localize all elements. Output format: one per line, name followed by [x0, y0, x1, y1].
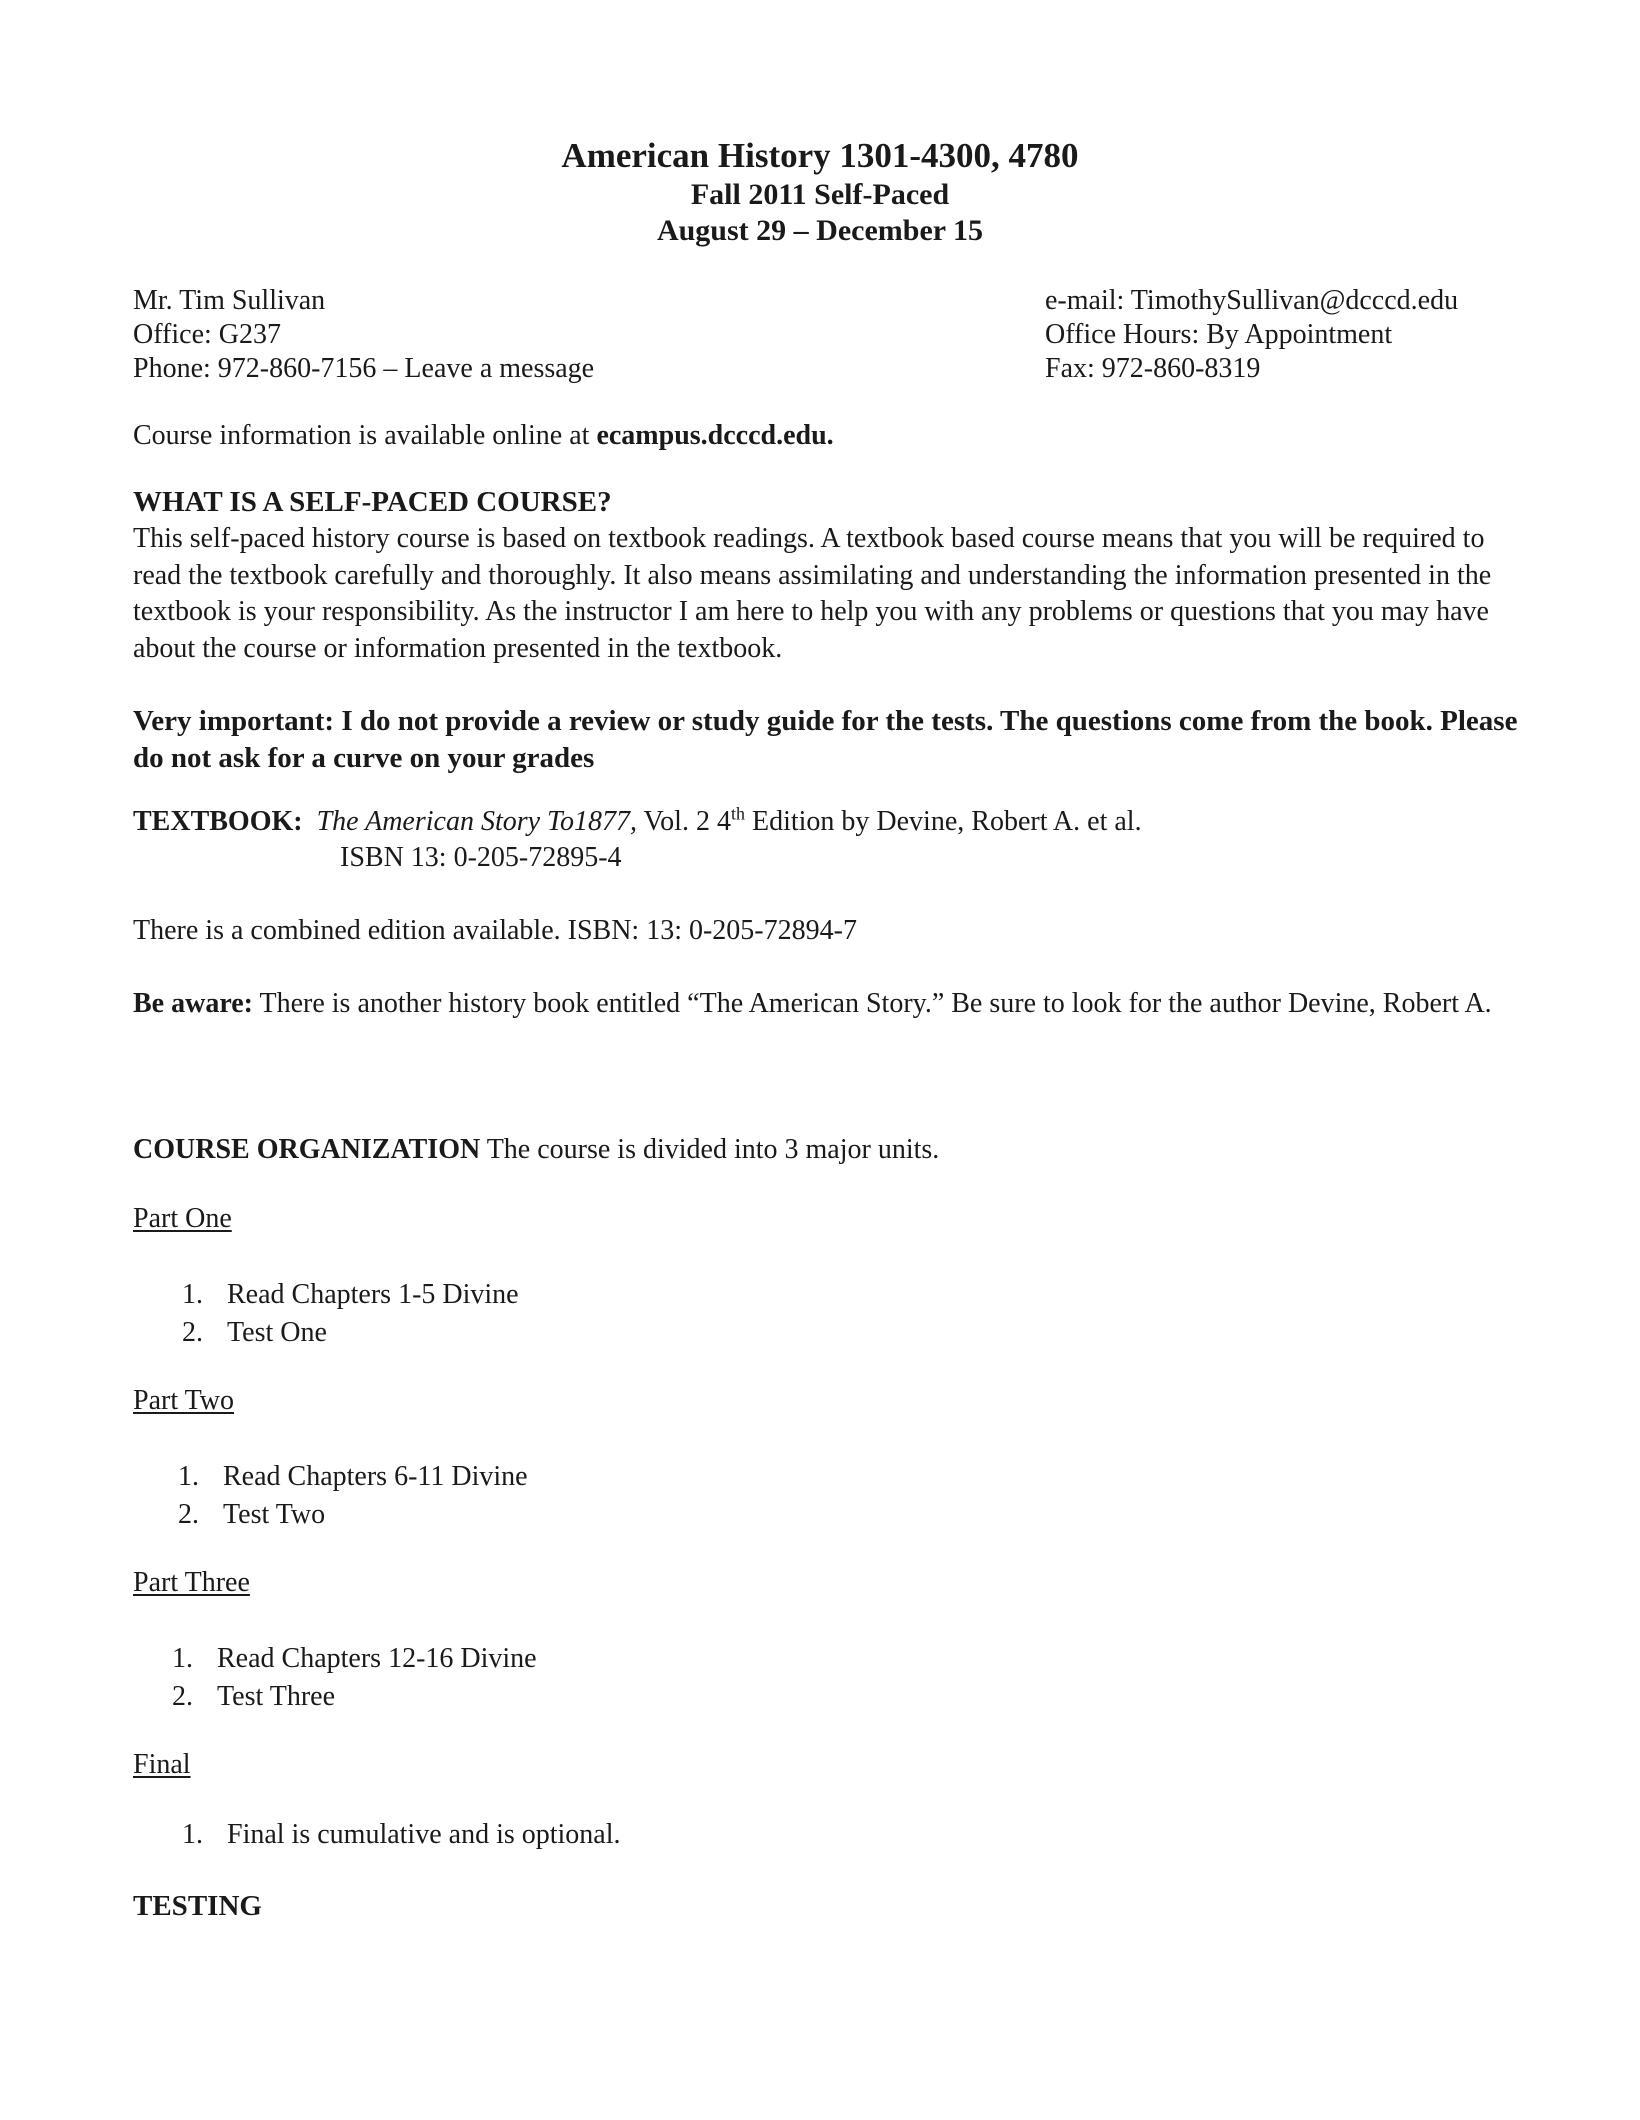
textbook-label: TEXTBOOK: [133, 806, 303, 837]
office-location: Office: G237 [133, 319, 281, 350]
textbook-title: The American Story To1877, [316, 806, 638, 837]
textbook-isbn: ISBN 13: 0-205-72895-4 [340, 842, 622, 873]
list-item: 1. Read Chapters 6-11 Divine [178, 1461, 528, 1492]
textbook-edition: Edition by Devine, Robert A. et al. [744, 806, 1142, 837]
organization-heading: COURSE ORGANIZATION [133, 1134, 481, 1165]
course-info-link[interactable]: ecampus.dcccd.edu. [596, 420, 834, 451]
be-aware-text: There is another history book entitled “The American Story.” Be sure to look for the author Devine, Robert A. [253, 988, 1492, 1019]
organization-text: The course is divided into 3 major units. [480, 1134, 940, 1165]
combined-edition: There is a combined edition available. ISBN: 13: 0-205-72894-7 [133, 915, 857, 946]
self-paced-body: This self-paced history course is based on textbook readings. A textbook based course means that you will be required to read the textbook carefully and thoroughly. It also means assimilating and understanding the information presented in the textbook is your responsibility. As the instructor I am here to help you with any problems or questions that you may have about the course or information presented in the textbook. [133, 523, 1492, 664]
course-info-line [133, 418, 1523, 455]
important-notice: Very important: I do not provide a review or study guide for the tests. The questions come from the book. Please do not ask for a curve on your grades [133, 705, 1518, 774]
instructor-contact-right [1045, 284, 1458, 386]
testing-heading: TESTING [133, 1890, 262, 1922]
organization-line [133, 1132, 1523, 1169]
course-dates: August 29 – December 15 [656, 214, 984, 247]
fax-number: Fax: 972-860-8319 [1045, 353, 1261, 384]
email-address[interactable]: e-mail: TimothySullivan@dcccd.edu [1045, 285, 1459, 316]
part-two-heading: Part Two [133, 1385, 234, 1416]
part-one-heading: Part One [133, 1203, 232, 1234]
part-three-list [172, 1640, 537, 1716]
office-hours: Office Hours: By Appointment [1045, 319, 1393, 350]
part-three-heading: Part Three [133, 1567, 250, 1598]
list-item: 2. Test One [182, 1317, 327, 1348]
list-item: 1. Final is cumulative and is optional. [182, 1819, 621, 1850]
list-item: 2. Test Three [172, 1681, 336, 1712]
course-title: American History 1301-4300, 4780 [561, 136, 1079, 175]
final-list [182, 1816, 621, 1854]
textbook-volume: Vol. 2 4 [637, 806, 731, 837]
instructor-name: Mr. Tim Sullivan [133, 285, 326, 316]
final-heading: Final [133, 1749, 191, 1780]
phone-number: Phone: 972-860-7156 – Leave a message [133, 353, 595, 384]
part-two-list [178, 1458, 528, 1534]
be-aware-label: Be aware: [133, 988, 253, 1019]
course-term: Fall 2011 Self-Paced [690, 178, 950, 211]
self-paced-heading: WHAT IS A SELF-PACED COURSE? [133, 486, 612, 518]
instructor-contact-left [133, 284, 594, 386]
list-item: 1. Read Chapters 12-16 Divine [172, 1643, 537, 1674]
textbook-edition-sup: th [730, 803, 745, 824]
course-info-text: Course information is available online at [133, 420, 597, 451]
textbook-line [133, 804, 1523, 841]
be-aware-notice [133, 986, 1523, 1023]
list-item: 2. Test Two [178, 1499, 326, 1530]
list-item: 1. Read Chapters 1-5 Divine [182, 1279, 519, 1310]
part-one-list [182, 1276, 519, 1352]
